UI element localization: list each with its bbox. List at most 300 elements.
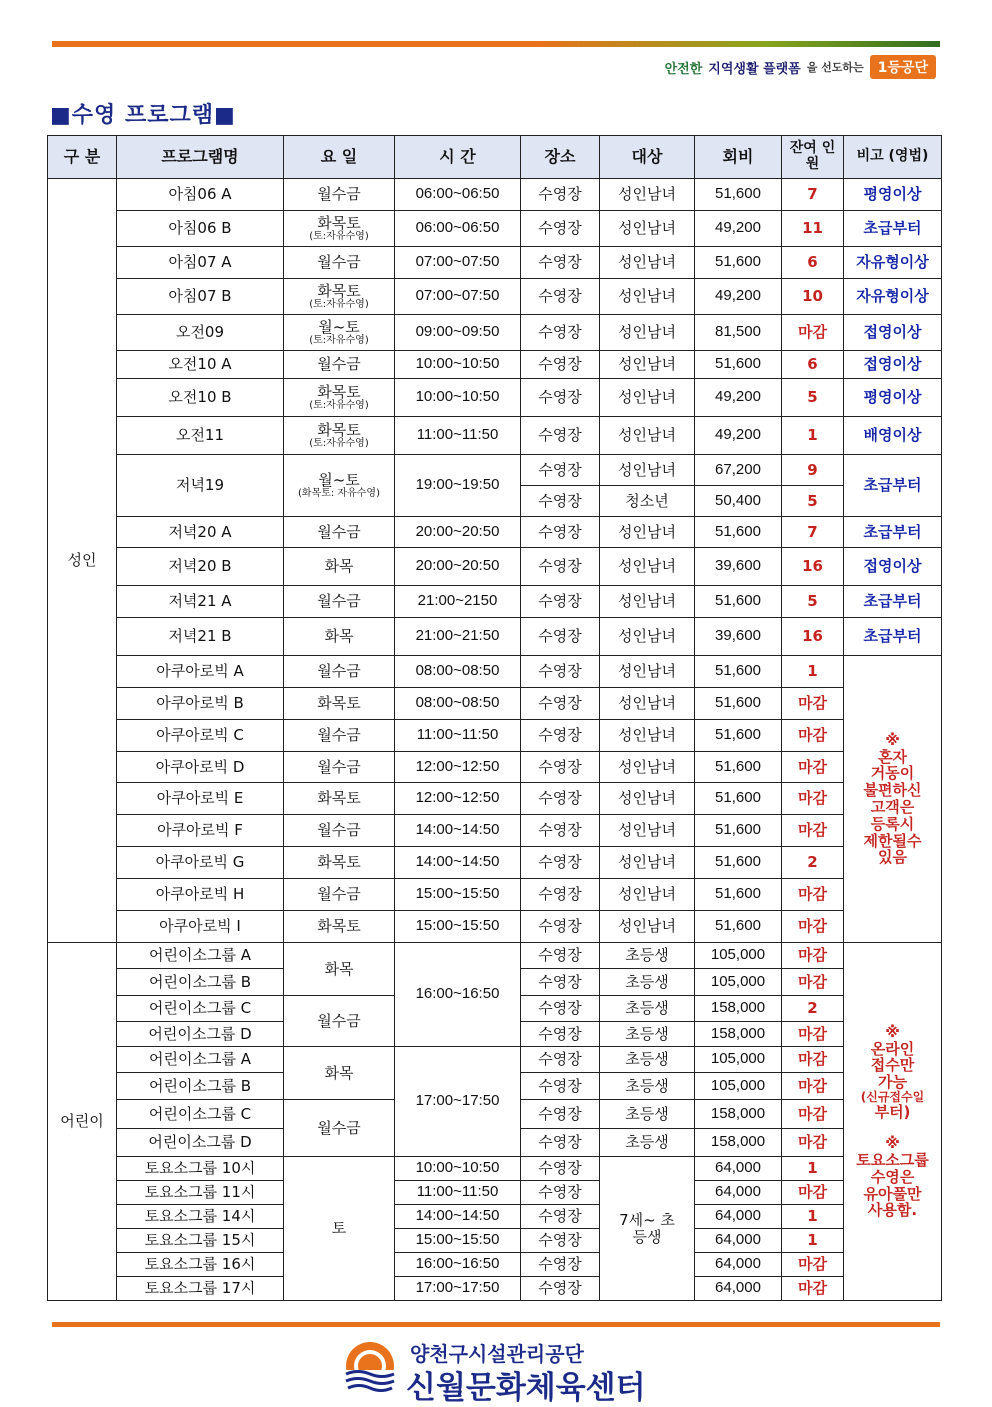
day-cell: 화목토: [284, 911, 395, 943]
place-cell: 수영장: [521, 688, 600, 720]
place-cell: 수영장: [521, 1157, 600, 1181]
fee-cell: 49,200: [695, 211, 782, 247]
place-cell: 수영장: [521, 943, 600, 969]
target-cell: 성인남녀: [600, 315, 695, 351]
fee-cell: 158,000: [695, 1129, 782, 1157]
aqua-note-line: 있음: [878, 848, 907, 867]
remain-cell: 마감: [782, 1277, 844, 1301]
day-sub-label: (토:자유수영): [309, 335, 369, 347]
day-label: 화목토: [317, 281, 361, 300]
place-cell: 수영장: [521, 1022, 600, 1047]
time-cell: 07:00~07:50: [395, 279, 521, 315]
time-cell: 21:00~2150: [395, 586, 521, 618]
aqua-note-line: ※: [885, 730, 900, 749]
remain-cell: 5: [782, 586, 844, 618]
day-cell: [284, 351, 395, 379]
target-cell: 성인남녀: [600, 720, 695, 752]
slogan-part: 지역생활 플랫폼: [708, 61, 801, 77]
place-cell: 수영장: [521, 417, 600, 455]
target-cell: 성인남녀: [600, 455, 695, 486]
time-cell: 14:00~14:50: [395, 815, 521, 847]
table-row: [48, 752, 942, 783]
day-cell: 월수금: [284, 996, 395, 1047]
place-cell: 수영장: [521, 879, 600, 911]
time-cell: 14:00~14:50: [395, 847, 521, 879]
table-row: [48, 351, 942, 379]
time-cell: 20:00~20:50: [395, 517, 521, 548]
place-cell: 수영장: [521, 996, 600, 1022]
fee-cell: 51,600: [695, 752, 782, 783]
day-label: 월~토: [318, 317, 360, 336]
table-row: [48, 1157, 942, 1181]
note-cell: 자유형이상: [844, 279, 942, 315]
place-cell: 수영장: [521, 656, 600, 688]
program-name: 아쿠아로빅 C: [117, 720, 284, 752]
day-label: 화목토: [317, 420, 361, 439]
table-row: [48, 720, 942, 752]
program-name: 아쿠아로빅 B: [117, 688, 284, 720]
remain-cell: 마감: [782, 783, 844, 815]
note-cell: 초급부터: [844, 618, 942, 656]
program-name: 어린이소그룹 D: [117, 1129, 284, 1157]
slogan-badge: 1등공단: [870, 55, 936, 79]
table-row: [48, 618, 942, 656]
col-header: 회비: [695, 136, 782, 179]
remain-cell: 마감: [782, 1100, 844, 1129]
remain-cell: 마감: [782, 1129, 844, 1157]
kids-note-line: 유아풀만: [863, 1184, 922, 1203]
remain-cell: 마감: [782, 1253, 844, 1277]
aqua-note: [844, 656, 942, 943]
col-header: 프로그램명: [117, 136, 284, 179]
day-cell: 월수금: [284, 517, 395, 548]
table-row: [48, 879, 942, 911]
place-cell: 수영장: [521, 1100, 600, 1129]
fee-cell: 39,600: [695, 548, 782, 586]
program-name: 저녁21 A: [117, 586, 284, 618]
fee-cell: 64,000: [695, 1205, 782, 1229]
place-cell: 수영장: [521, 815, 600, 847]
target-cell: 성인남녀: [600, 618, 695, 656]
fee-cell: 64,000: [695, 1181, 782, 1205]
target-cell: 성인남녀: [600, 279, 695, 315]
time-cell: 21:00~21:50: [395, 618, 521, 656]
program-name: 어린이소그룹 C: [117, 996, 284, 1022]
day-cell: [284, 379, 395, 417]
col-header: 요 일: [284, 136, 395, 179]
place-cell: 수영장: [521, 247, 600, 279]
table-row: [48, 783, 942, 815]
target-cell: 성인남녀: [600, 879, 695, 911]
group-label: 어린이: [48, 943, 117, 1301]
day-cell: [284, 247, 395, 279]
target-cell: 성인남녀: [600, 548, 695, 586]
table-row: [48, 656, 942, 688]
remain-cell: 1: [782, 1157, 844, 1181]
program-name: 아침06 B: [117, 211, 284, 247]
time-cell: 08:00~08:50: [395, 688, 521, 720]
table-row: [48, 1047, 942, 1073]
remain-cell: 6: [782, 247, 844, 279]
program-name: 아침07 B: [117, 279, 284, 315]
remain-cell: 마감: [782, 1181, 844, 1205]
program-name: 어린이소그룹 B: [117, 1073, 284, 1100]
place-cell: 수영장: [521, 1181, 600, 1205]
target-cell: 성인남녀: [600, 351, 695, 379]
remain-cell: 마감: [782, 1022, 844, 1047]
day-label: 화목토: [317, 213, 361, 232]
table-row: [48, 417, 942, 455]
table-row: [48, 586, 942, 618]
kids-note-line: 접수만: [870, 1056, 915, 1075]
remain-cell: 마감: [782, 720, 844, 752]
day-cell: [284, 211, 395, 247]
table-row: [48, 1277, 942, 1301]
program-name: 오전11: [117, 417, 284, 455]
remain-cell: 5: [782, 486, 844, 517]
time-cell: 15:00~15:50: [395, 1229, 521, 1253]
target-cell: 성인남녀: [600, 517, 695, 548]
place-cell: 수영장: [521, 517, 600, 548]
table-row: [48, 911, 942, 943]
time-cell: 06:00~06:50: [395, 211, 521, 247]
remain-cell: 마감: [782, 879, 844, 911]
place-cell: 수영장: [521, 783, 600, 815]
program-name: 오전09: [117, 315, 284, 351]
kids-note-line: 사용함.: [867, 1201, 918, 1220]
target-cell: 초등생: [600, 1100, 695, 1129]
table-row: [48, 1205, 942, 1229]
target-cell: 성인남녀: [600, 586, 695, 618]
day-cell: 토: [284, 1157, 395, 1301]
place-cell: 수영장: [521, 1277, 600, 1301]
time-cell: 10:00~10:50: [395, 1157, 521, 1181]
note-cell: 접영이상: [844, 315, 942, 351]
place-cell: 수영장: [521, 279, 600, 315]
org-name: 양천구시설관리공단: [410, 1342, 584, 1366]
place-cell: 수영장: [521, 379, 600, 417]
day-cell: 화목토: [284, 783, 395, 815]
remain-cell: 6: [782, 351, 844, 379]
kids-note-line: ※: [885, 1134, 900, 1153]
place-cell: 수영장: [521, 455, 600, 486]
target-cell: 초등생: [600, 996, 695, 1022]
aqua-note-line: 혼자: [878, 747, 907, 766]
fee-cell: 51,600: [695, 247, 782, 279]
remain-cell: 마감: [782, 911, 844, 943]
remain-cell: 1: [782, 417, 844, 455]
fee-cell: 51,600: [695, 720, 782, 752]
remain-cell: 마감: [782, 969, 844, 996]
note-cell: 초급부터: [844, 517, 942, 548]
slogan-part: 안전한: [664, 61, 703, 77]
time-cell: 15:00~15:50: [395, 879, 521, 911]
note-cell: 자유형이상: [844, 247, 942, 279]
program-name: 저녁20 A: [117, 517, 284, 548]
note-cell: 초급부터: [844, 586, 942, 618]
time-cell: 20:00~20:50: [395, 548, 521, 586]
day-cell: 월수금: [284, 656, 395, 688]
program-name: 어린이소그룹 A: [117, 1047, 284, 1073]
time-cell: 15:00~15:50: [395, 911, 521, 943]
place-cell: 수영장: [521, 847, 600, 879]
fee-cell: 51,600: [695, 847, 782, 879]
fee-cell: 51,600: [695, 688, 782, 720]
remain-cell: 9: [782, 455, 844, 486]
target-cell: 성인남녀: [600, 379, 695, 417]
target-cell: 성인남녀: [600, 179, 695, 211]
place-cell: 수영장: [521, 1229, 600, 1253]
fee-cell: 49,200: [695, 379, 782, 417]
note-cell: 초급부터: [844, 455, 942, 517]
day-cell: 화목: [284, 618, 395, 656]
program-name: 어린이소그룹 D: [117, 1022, 284, 1047]
remain-cell: 10: [782, 279, 844, 315]
day-label: 화목토: [317, 382, 361, 401]
program-name: 오전10 B: [117, 379, 284, 417]
day-cell: 화목: [284, 1047, 395, 1100]
time-cell: 08:00~08:50: [395, 656, 521, 688]
time-cell: 10:00~10:50: [395, 351, 521, 379]
fee-cell: 81,500: [695, 315, 782, 351]
place-cell: 수영장: [521, 351, 600, 379]
remain-cell: 2: [782, 996, 844, 1022]
remain-cell: 7: [782, 517, 844, 548]
place-cell: 수영장: [521, 1253, 600, 1277]
remain-cell: 7: [782, 179, 844, 211]
target-cell: 청소년: [600, 486, 695, 517]
place-cell: 수영장: [521, 1205, 600, 1229]
fee-cell: 64,000: [695, 1277, 782, 1301]
day-label: 월수금: [317, 185, 361, 204]
aqua-note-line: 제한될수: [863, 831, 922, 850]
col-header: 비고 (영법): [844, 136, 942, 179]
target-cell: 성인남녀: [600, 417, 695, 455]
time-cell: 11:00~11:50: [395, 1181, 521, 1205]
day-cell: 월수금: [284, 720, 395, 752]
remain-cell: 1: [782, 656, 844, 688]
slogan-part: 을 선도하는: [806, 61, 864, 74]
day-label: 월수금: [317, 253, 361, 272]
time-cell: 19:00~19:50: [395, 455, 521, 517]
day-cell: [284, 279, 395, 315]
program-name: 아쿠아로빅 F: [117, 815, 284, 847]
fee-cell: 51,600: [695, 783, 782, 815]
program-name: 아쿠아로빅 G: [117, 847, 284, 879]
day-sub-label: (토:자유수영): [309, 400, 369, 412]
remain-cell: 마감: [782, 315, 844, 351]
aqua-note-line: 불편하신: [863, 781, 922, 800]
target-cell: 초등생: [600, 969, 695, 996]
day-cell: 화목: [284, 943, 395, 996]
program-name: 아침07 A: [117, 247, 284, 279]
program-name: 어린이소그룹 C: [117, 1100, 284, 1129]
day-cell: [284, 315, 395, 351]
page-title: ■수영 프로그램■: [50, 103, 236, 128]
place-cell: 수영장: [521, 586, 600, 618]
day-sub-label: (토:자유수영): [309, 231, 369, 243]
program-name: 어린이소그룹 B: [117, 969, 284, 996]
fee-cell: 105,000: [695, 943, 782, 969]
program-name: 토요소그룹 14시: [117, 1205, 284, 1229]
program-name: 아쿠아로빅 D: [117, 752, 284, 783]
place-cell: 수영장: [521, 1073, 600, 1100]
place-cell: 수영장: [521, 486, 600, 517]
note-cell: 접영이상: [844, 548, 942, 586]
day-cell: 월수금: [284, 879, 395, 911]
time-cell: 09:00~09:50: [395, 315, 521, 351]
day-sub-label: (토:자유수영): [309, 299, 369, 311]
remain-cell: 마감: [782, 688, 844, 720]
table-row: [48, 548, 942, 586]
table-row: [48, 211, 942, 247]
adult-section: [48, 179, 942, 943]
kids-note-line: 수영은: [870, 1167, 915, 1186]
place-cell: 수영장: [521, 618, 600, 656]
note-cell: 평영이상: [844, 179, 942, 211]
target-cell: 성인남녀: [600, 211, 695, 247]
place-cell: 수영장: [521, 1047, 600, 1073]
target-cell: 초등생: [600, 1073, 695, 1100]
time-cell: 16:00~16:50: [395, 1253, 521, 1277]
center-name: 신월문화체육센터: [406, 1370, 646, 1406]
time-cell: 07:00~07:50: [395, 247, 521, 279]
target-cell: 성인남녀: [600, 688, 695, 720]
kids-note-line: ※: [885, 1022, 900, 1041]
col-header: 시 간: [395, 136, 521, 179]
remain-cell: 마감: [782, 752, 844, 783]
target-cell: 초등생: [600, 1129, 695, 1157]
program-name: 아쿠아로빅 H: [117, 879, 284, 911]
target-cell: 7세~ 초등생: [600, 1157, 695, 1301]
program-name: 저녁20 B: [117, 548, 284, 586]
col-header: 구 분: [48, 136, 117, 179]
time-cell: 11:00~11:50: [395, 720, 521, 752]
target-cell: 성인남녀: [600, 911, 695, 943]
bottom-divider: [52, 1322, 940, 1327]
fee-cell: 50,400: [695, 486, 782, 517]
time-cell: 17:00~17:50: [395, 1047, 521, 1157]
note-cell: 접영이상: [844, 351, 942, 379]
day-cell: 화목토: [284, 688, 395, 720]
program-name: 아쿠아로빅 E: [117, 783, 284, 815]
program-name: 어린이소그룹 A: [117, 943, 284, 969]
program-name: 저녁21 B: [117, 618, 284, 656]
fee-cell: 39,600: [695, 618, 782, 656]
kids-section: [48, 943, 942, 1301]
place-cell: 수영장: [521, 720, 600, 752]
remain-cell: 마감: [782, 943, 844, 969]
kids-note-line: 가능: [878, 1073, 907, 1092]
fee-cell: 51,600: [695, 656, 782, 688]
target-cell: 초등생: [600, 1047, 695, 1073]
fee-cell: 105,000: [695, 1073, 782, 1100]
note-cell: 평영이상: [844, 379, 942, 417]
sun-wave-logo-icon: [340, 1338, 400, 1398]
program-name: 토요소그룹 16시: [117, 1253, 284, 1277]
table-row: [48, 279, 942, 315]
fee-cell: 51,600: [695, 815, 782, 847]
fee-cell: 51,600: [695, 879, 782, 911]
fee-cell: 64,000: [695, 1157, 782, 1181]
place-cell: 수영장: [521, 911, 600, 943]
table-row: [48, 815, 942, 847]
program-name: 토요소그룹 17시: [117, 1277, 284, 1301]
target-cell: 성인남녀: [600, 656, 695, 688]
aqua-note-line: 거동이: [870, 764, 915, 783]
time-cell: 14:00~14:50: [395, 1205, 521, 1229]
day-sub-label: (토:자유수영): [309, 438, 369, 450]
day-cell: [284, 417, 395, 455]
remain-cell: 2: [782, 847, 844, 879]
table-header-row: [48, 136, 942, 179]
time-cell: 10:00~10:50: [395, 379, 521, 417]
fee-cell: 51,600: [695, 179, 782, 211]
time-cell: 17:00~17:50: [395, 1277, 521, 1301]
table-row: [48, 943, 942, 969]
note-cell: 초급부터: [844, 211, 942, 247]
program-name: 아쿠아로빅 A: [117, 656, 284, 688]
table-row: [48, 455, 942, 486]
day-cell: 화목토: [284, 847, 395, 879]
fee-cell: 64,000: [695, 1229, 782, 1253]
kids-note-line: (신규접수일: [860, 1089, 925, 1104]
program-name: 오전10 A: [117, 351, 284, 379]
aqua-note-line: 등록시: [870, 814, 915, 833]
time-cell: 12:00~12:50: [395, 752, 521, 783]
col-header: 잔여 인원: [782, 136, 844, 179]
target-cell: 성인남녀: [600, 815, 695, 847]
kids-note: [844, 943, 942, 1301]
table-row: [48, 688, 942, 720]
day-cell: 화목: [284, 548, 395, 586]
fee-cell: 51,600: [695, 911, 782, 943]
remain-cell: 11: [782, 211, 844, 247]
table-row: [48, 379, 942, 417]
day-cell: 월수금: [284, 815, 395, 847]
remain-cell: 16: [782, 618, 844, 656]
slogan: [665, 55, 936, 79]
program-name: 아침06 A: [117, 179, 284, 211]
day-cell: 월수금: [284, 752, 395, 783]
kids-note-line: 온라인: [870, 1039, 915, 1058]
place-cell: 수영장: [521, 315, 600, 351]
day-label: 월~토: [318, 470, 360, 489]
program-name: 토요소그룹 11시: [117, 1181, 284, 1205]
col-header: 대상: [600, 136, 695, 179]
place-cell: 수영장: [521, 211, 600, 247]
table-row: [48, 315, 942, 351]
place-cell: 수영장: [521, 752, 600, 783]
day-cell: [284, 455, 395, 517]
place-cell: 수영장: [521, 969, 600, 996]
target-cell: 초등생: [600, 943, 695, 969]
remain-cell: 마감: [782, 815, 844, 847]
fee-cell: 67,200: [695, 455, 782, 486]
program-name: 토요소그룹 10시: [117, 1157, 284, 1181]
aqua-note-line: 고객은: [870, 798, 915, 816]
fee-cell: 105,000: [695, 1047, 782, 1073]
fee-cell: 49,200: [695, 279, 782, 315]
group-label: 성인: [48, 179, 117, 943]
target-cell: 초등생: [600, 1022, 695, 1047]
program-table: [47, 135, 942, 1301]
kids-note-line: 부터): [874, 1103, 911, 1122]
note-cell: 배영이상: [844, 417, 942, 455]
time-cell: 16:00~16:50: [395, 943, 521, 1047]
fee-cell: 105,000: [695, 969, 782, 996]
fee-cell: 51,600: [695, 351, 782, 379]
